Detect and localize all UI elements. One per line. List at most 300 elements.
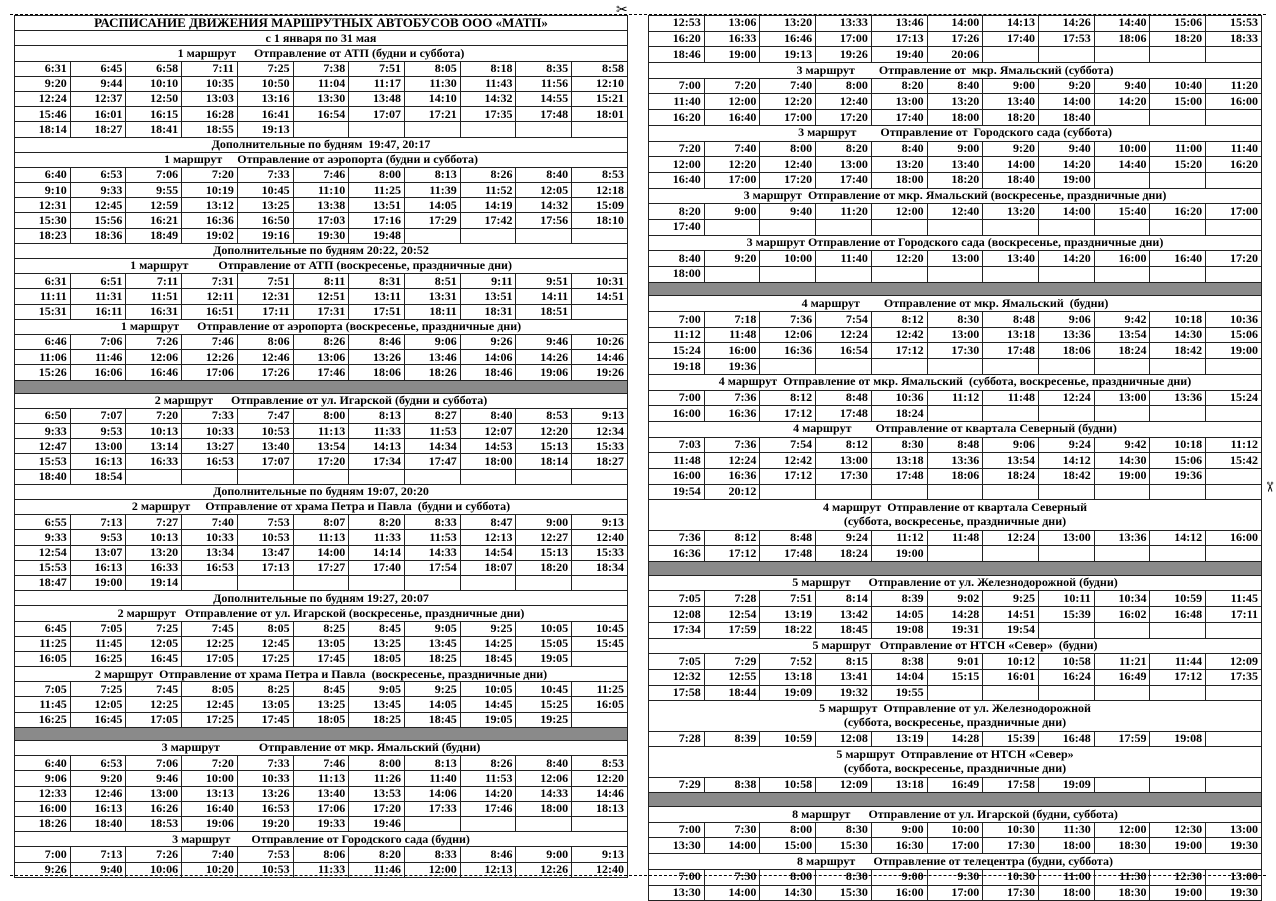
departure-time [1094, 546, 1150, 562]
departure-time: 17:58 [983, 777, 1039, 793]
departure-time [1150, 359, 1206, 375]
departure-time: 11:11 [15, 289, 71, 304]
departure-time: 17:12 [704, 546, 760, 562]
departure-time: 10:53 [237, 424, 293, 439]
departure-time: 14:30 [1150, 327, 1206, 343]
departure-time: 14:12 [1039, 453, 1095, 469]
departure-time: 7:53 [237, 515, 293, 530]
departure-time: 12:00 [1094, 822, 1150, 838]
departure-time: 8:11 [293, 274, 349, 289]
departure-time: 11:40 [405, 771, 461, 786]
departure-time: 12:40 [572, 862, 628, 877]
section-heading: 8 маршрут Отправление от телецентра (будни, суббота) [649, 854, 1262, 870]
departure-time: 8:45 [293, 682, 349, 697]
departure-time: 13:46 [405, 350, 461, 365]
departure-time: 10:36 [871, 390, 927, 406]
departure-time: 16:41 [237, 107, 293, 122]
time-row [15, 228, 628, 243]
time-row [649, 654, 1262, 670]
section-heading: Дополнительные по будням 19:07, 20:20 [15, 484, 628, 499]
departure-time: 8:13 [405, 756, 461, 771]
departure-time: 16:48 [1150, 607, 1206, 623]
departure-time: 16:25 [70, 651, 126, 666]
departure-time: 7:36 [760, 312, 816, 328]
section-heading: 5 маршрут Отправление от ул. Железнодорожной (суббота, воскресенье, праздничные дни) [649, 701, 1262, 731]
departure-time: 19:00 [1150, 838, 1206, 854]
departure-time: 12:59 [126, 198, 182, 213]
departure-time: 14:34 [405, 439, 461, 454]
departure-time: 17:21 [405, 107, 461, 122]
departure-time: 13:45 [405, 636, 461, 651]
departure-time: 14:45 [460, 697, 516, 712]
departure-time: 10:00 [182, 771, 238, 786]
departure-time [1039, 219, 1095, 235]
departure-time: 15:06 [1150, 453, 1206, 469]
departure-time: 14:28 [927, 731, 983, 747]
departure-time: 13:51 [460, 289, 516, 304]
departure-time: 7:25 [70, 682, 126, 697]
departure-time [405, 575, 461, 590]
departure-time: 11:12 [649, 327, 705, 343]
departure-time: 10:30 [983, 869, 1039, 885]
departure-time: 16:00 [1094, 251, 1150, 267]
departure-time: 11:13 [293, 530, 349, 545]
departure-time: 7:38 [293, 61, 349, 76]
departure-time: 9:00 [704, 204, 760, 220]
departure-time [927, 484, 983, 500]
departure-time [1150, 546, 1206, 562]
departure-time [927, 685, 983, 701]
departure-time: 8:12 [871, 312, 927, 328]
departure-time: 17:12 [760, 406, 816, 422]
departure-time: 18:40 [983, 172, 1039, 188]
departure-time: 8:40 [649, 251, 705, 267]
departure-time: 11:12 [871, 530, 927, 546]
departure-time: 9:40 [1094, 78, 1150, 94]
departure-time: 17:48 [871, 468, 927, 484]
departure-time: 14:25 [460, 636, 516, 651]
time-row [15, 350, 628, 365]
departure-time: 18:24 [871, 406, 927, 422]
departure-time: 10:36 [1206, 312, 1262, 328]
departure-time [1094, 47, 1150, 63]
departure-time: 14:30 [760, 885, 816, 901]
departure-time: 19:26 [572, 365, 628, 380]
departure-time [1206, 484, 1262, 500]
departure-time: 15:09 [572, 198, 628, 213]
time-row [649, 437, 1262, 453]
departure-time: 8:00 [293, 408, 349, 423]
departure-time: 8:48 [927, 437, 983, 453]
departure-time: 12:00 [871, 204, 927, 220]
departure-time: 16:54 [293, 107, 349, 122]
departure-time: 18:11 [405, 304, 461, 319]
departure-time: 14:51 [983, 607, 1039, 623]
time-row [649, 869, 1262, 885]
departure-time: 17:54 [405, 560, 461, 575]
departure-time: 14:30 [1094, 453, 1150, 469]
section-heading: 3 маршрут Отправление от мкр. Ямальский (воскресенье, праздничные дни) [649, 188, 1262, 204]
departure-time: 7:36 [704, 390, 760, 406]
departure-time: 18:49 [126, 228, 182, 243]
departure-time: 12:06 [516, 771, 572, 786]
departure-time: 19:00 [1094, 468, 1150, 484]
departure-time: 12:25 [126, 697, 182, 712]
time-row [15, 91, 628, 106]
departure-time: 16:45 [126, 651, 182, 666]
departure-time: 13:53 [349, 786, 405, 801]
departure-time: 18:10 [572, 213, 628, 228]
departure-time: 16:00 [649, 468, 705, 484]
departure-time: 10:19 [182, 183, 238, 198]
time-row [15, 651, 628, 666]
departure-time: 14:06 [460, 350, 516, 365]
departure-time [983, 406, 1039, 422]
departure-time: 10:59 [1150, 591, 1206, 607]
departure-time: 13:05 [293, 636, 349, 651]
departure-time: 16:45 [70, 712, 126, 727]
section-heading: 2 маршрут Отправление от храма Петра и Павла (воскресенье, праздничные дни) [15, 667, 628, 682]
departure-time [572, 228, 628, 243]
departure-time: 7:06 [126, 756, 182, 771]
departure-time: 16:20 [1150, 204, 1206, 220]
departure-time: 7:00 [649, 390, 705, 406]
left-column [14, 15, 628, 878]
departure-time: 9:13 [572, 408, 628, 423]
departure-time: 12:30 [1150, 822, 1206, 838]
departure-time: 10:05 [516, 621, 572, 636]
departure-time: 12:45 [70, 198, 126, 213]
departure-time: 19:00 [1039, 172, 1095, 188]
time-row [649, 94, 1262, 110]
time-row [15, 454, 628, 469]
departure-time: 19:46 [349, 816, 405, 831]
departure-time: 7:54 [816, 312, 872, 328]
departure-time: 12:30 [1150, 869, 1206, 885]
departure-time: 18:24 [816, 546, 872, 562]
departure-time: 11:53 [460, 771, 516, 786]
departure-time: 10:31 [572, 274, 628, 289]
departure-time: 18:44 [704, 685, 760, 701]
separator-bar [15, 727, 628, 740]
departure-time: 9:13 [572, 847, 628, 862]
departure-time: 13:20 [983, 204, 1039, 220]
departure-time: 15:20 [1150, 157, 1206, 173]
departure-time: 8:05 [237, 621, 293, 636]
departure-time [927, 406, 983, 422]
departure-time: 17:31 [293, 304, 349, 319]
departure-time: 16:33 [704, 31, 760, 47]
departure-time [1094, 777, 1150, 793]
departure-time: 12:08 [649, 607, 705, 623]
time-row [649, 685, 1262, 701]
departure-time: 12:08 [816, 731, 872, 747]
departure-time: 18:36 [70, 228, 126, 243]
departure-time: 13:45 [349, 697, 405, 712]
time-row [649, 607, 1262, 623]
departure-time [1039, 484, 1095, 500]
departure-time: 13:33 [816, 16, 872, 32]
departure-time: 15:30 [816, 885, 872, 901]
departure-time: 14:05 [405, 198, 461, 213]
departure-time: 13:30 [293, 91, 349, 106]
departure-time: 11:53 [405, 424, 461, 439]
departure-time: 19:30 [1206, 838, 1262, 854]
departure-time: 8:25 [237, 682, 293, 697]
departure-time: 14:26 [516, 350, 572, 365]
departure-time: 9:44 [70, 76, 126, 91]
departure-time: 7:45 [126, 682, 182, 697]
departure-time: 18:14 [15, 122, 71, 137]
departure-time: 13:38 [293, 198, 349, 213]
departure-time: 10:05 [460, 682, 516, 697]
departure-time: 12:42 [871, 327, 927, 343]
right-schedule-table [648, 15, 1262, 901]
departure-time: 8:35 [516, 61, 572, 76]
departure-time: 12:06 [126, 350, 182, 365]
departure-time [349, 469, 405, 484]
departure-time: 15:53 [15, 560, 71, 575]
departure-time: 16:31 [126, 304, 182, 319]
time-row [15, 862, 628, 877]
departure-time: 14:04 [871, 669, 927, 685]
departure-time: 18:00 [871, 172, 927, 188]
time-row [15, 801, 628, 816]
time-row [15, 61, 628, 76]
section-heading: 2 маршрут Отправление от ул. Игарской (воскресенье, праздничные дни) [15, 606, 628, 621]
departure-time: 7:26 [126, 847, 182, 862]
departure-time: 11:30 [1039, 822, 1095, 838]
time-row [15, 365, 628, 380]
departure-time: 8:30 [816, 869, 872, 885]
departure-time: 12:20 [572, 771, 628, 786]
departure-time: 12:07 [460, 424, 516, 439]
departure-time: 17:45 [293, 651, 349, 666]
time-row [649, 591, 1262, 607]
departure-time: 17:20 [349, 801, 405, 816]
departure-time [871, 484, 927, 500]
departure-time: 7:00 [649, 312, 705, 328]
departure-time: 10:45 [572, 621, 628, 636]
departure-time: 7:00 [15, 847, 71, 862]
section-heading: 3 маршрут Отправление от Городского сада (будни) [15, 832, 628, 847]
departure-time: 6:45 [15, 621, 71, 636]
departure-time: 7:53 [237, 847, 293, 862]
departure-time [1039, 622, 1095, 638]
departure-time: 18:42 [1039, 468, 1095, 484]
departure-time: 12:13 [460, 530, 516, 545]
departure-time: 18:34 [572, 560, 628, 575]
departure-time: 16:33 [126, 560, 182, 575]
departure-time: 7:20 [704, 78, 760, 94]
departure-time: 11:20 [1206, 78, 1262, 94]
departure-time: 6:51 [70, 274, 126, 289]
departure-time [516, 228, 572, 243]
time-row [15, 408, 628, 423]
departure-time: 11:40 [816, 251, 872, 267]
departure-time: 11:25 [572, 682, 628, 697]
separator-bar [15, 380, 628, 393]
departure-time: 16:15 [126, 107, 182, 122]
departure-time: 18:00 [649, 267, 705, 283]
departure-time: 18:20 [516, 560, 572, 575]
departure-time: 16:53 [182, 454, 238, 469]
departure-time: 8:12 [760, 390, 816, 406]
departure-time: 10:12 [983, 654, 1039, 670]
departure-time: 7:46 [182, 334, 238, 349]
departure-time: 16:26 [126, 801, 182, 816]
departure-time [516, 469, 572, 484]
departure-time: 9:33 [15, 424, 71, 439]
departure-time [405, 469, 461, 484]
departure-time: 12:20 [516, 424, 572, 439]
departure-time: 15:39 [1039, 607, 1095, 623]
departure-time: 13:40 [927, 157, 983, 173]
departure-time: 10:26 [572, 334, 628, 349]
departure-time: 8:40 [460, 408, 516, 423]
departure-time: 12:32 [649, 669, 705, 685]
departure-time: 9:26 [15, 862, 71, 877]
departure-time: 18:47 [15, 575, 71, 590]
departure-time: 15:15 [927, 669, 983, 685]
departure-time: 16:46 [760, 31, 816, 47]
departure-time: 17:58 [649, 685, 705, 701]
departure-time [1094, 622, 1150, 638]
departure-time: 8:39 [704, 731, 760, 747]
departure-time [1094, 219, 1150, 235]
departure-time: 12:46 [70, 786, 126, 801]
departure-time: 17:46 [293, 365, 349, 380]
departure-time: 17:30 [983, 838, 1039, 854]
departure-time [816, 484, 872, 500]
departure-time: 7:47 [237, 408, 293, 423]
departure-time: 9:40 [70, 862, 126, 877]
departure-time: 14:12 [1150, 530, 1206, 546]
departure-time: 12:37 [70, 91, 126, 106]
departure-time [983, 267, 1039, 283]
departure-time: 8:07 [293, 515, 349, 530]
departure-time: 16:50 [237, 213, 293, 228]
departure-time: 7:40 [182, 515, 238, 530]
departure-time: 15:33 [572, 545, 628, 560]
departure-time: 8:40 [516, 167, 572, 182]
departure-time: 15:06 [1206, 327, 1262, 343]
time-row [15, 682, 628, 697]
departure-time: 14:46 [572, 350, 628, 365]
departure-time: 13:00 [816, 157, 872, 173]
departure-time: 14:13 [983, 16, 1039, 32]
departure-time: 19:00 [871, 546, 927, 562]
departure-time: 18:00 [1039, 838, 1095, 854]
departure-time: 17:03 [293, 213, 349, 228]
departure-time: 14:40 [1094, 16, 1150, 32]
departure-time: 13:00 [126, 786, 182, 801]
departure-time [1094, 406, 1150, 422]
section-heading: 4 маршрут Отправление от мкр. Ямальский (суббота, воскресенье, праздничные дни) [649, 374, 1262, 390]
departure-time: 16:20 [649, 110, 705, 126]
departure-time: 14:28 [927, 607, 983, 623]
departure-time: 12:20 [704, 157, 760, 173]
departure-time: 8:40 [871, 141, 927, 157]
departure-time: 14:33 [405, 545, 461, 560]
departure-time: 7:29 [704, 654, 760, 670]
section-heading: с 1 января по 31 мая [15, 31, 628, 46]
time-row [649, 251, 1262, 267]
departure-time: 19:30 [1206, 885, 1262, 901]
departure-time: 14:00 [983, 157, 1039, 173]
departure-time: 16:40 [704, 110, 760, 126]
departure-time: 9:01 [927, 654, 983, 670]
departure-time: 16:36 [760, 343, 816, 359]
departure-time: 7:27 [126, 515, 182, 530]
separator-bar [649, 282, 1262, 296]
departure-time: 9:33 [15, 530, 71, 545]
departure-time [405, 228, 461, 243]
departure-time [1206, 219, 1262, 235]
departure-time: 15:56 [70, 213, 126, 228]
time-row [649, 204, 1262, 220]
time-row [649, 484, 1262, 500]
departure-time: 12:00 [704, 94, 760, 110]
departure-time: 8:30 [816, 822, 872, 838]
departure-time: 9:20 [70, 771, 126, 786]
departure-time: 7:20 [649, 141, 705, 157]
departure-time: 8:13 [405, 167, 461, 182]
departure-time: 19:54 [649, 484, 705, 500]
time-row [649, 47, 1262, 63]
section-heading: 4 маршрут Отправление от мкр. Ямальский (будни) [649, 296, 1262, 312]
departure-time [983, 685, 1039, 701]
departure-time: 7:25 [237, 61, 293, 76]
departure-time: 17:48 [760, 546, 816, 562]
departure-time: 18:07 [460, 560, 516, 575]
departure-time: 13:34 [182, 545, 238, 560]
departure-time: 13:54 [293, 439, 349, 454]
departure-time: 18:14 [516, 454, 572, 469]
scissors-icon: ✂ [616, 3, 628, 18]
departure-time: 6:53 [70, 167, 126, 182]
departure-time: 8:38 [871, 654, 927, 670]
departure-time [871, 219, 927, 235]
departure-time [704, 267, 760, 283]
time-row [649, 530, 1262, 546]
time-row [649, 157, 1262, 173]
departure-time: 15:30 [15, 213, 71, 228]
departure-time: 13:00 [1206, 869, 1262, 885]
departure-time: 12:31 [237, 289, 293, 304]
departure-time: 8:12 [816, 437, 872, 453]
departure-time: 17:20 [293, 454, 349, 469]
departure-time: 18:22 [760, 622, 816, 638]
departure-time: 17:05 [126, 712, 182, 727]
departure-time: 16:40 [1150, 251, 1206, 267]
departure-time: 9:11 [460, 274, 516, 289]
departure-time: 7:11 [126, 274, 182, 289]
departure-time: 16:49 [927, 777, 983, 793]
departure-time: 12:42 [760, 453, 816, 469]
departure-time: 18:40 [15, 469, 71, 484]
departure-time: 14:51 [572, 289, 628, 304]
departure-time [1206, 359, 1262, 375]
departure-time [237, 575, 293, 590]
departure-time: 14:54 [460, 545, 516, 560]
departure-time: 16:28 [182, 107, 238, 122]
departure-time: 12:31 [15, 198, 71, 213]
departure-time: 17:11 [1206, 607, 1262, 623]
departure-time: 12:10 [572, 76, 628, 91]
departure-time: 13:18 [871, 777, 927, 793]
departure-time [871, 359, 927, 375]
